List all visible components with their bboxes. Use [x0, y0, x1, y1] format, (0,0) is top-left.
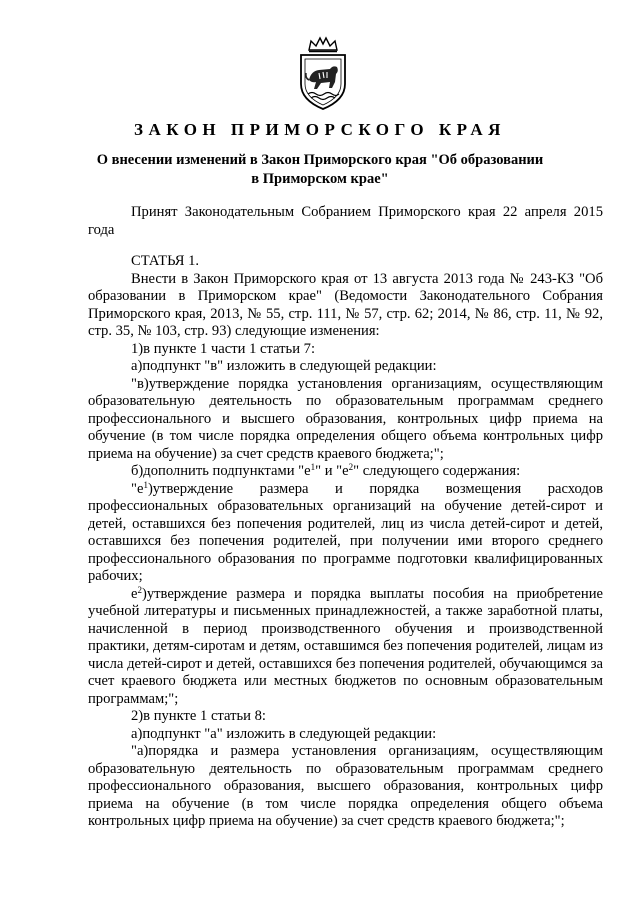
law-title: ЗАКОН ПРИМОРСКОГО КРАЯ	[134, 120, 506, 139]
item-2a-text: "а)порядка и размера установления организациям, осуществляющим образовательную деятельность по образовательным программам среднего профессионального образования, высшего образования, контрольных цифр приема на обучение (в том числе порядка определения общего объема контрольных цифр приема на обучение) за счет средств краевого бюджета;";	[88, 743, 603, 829]
law-body	[88, 204, 603, 831]
coat-of-arms-emblem	[297, 36, 349, 112]
item-2a: а)подпункт "а" изложить в следующей редакции:	[131, 725, 437, 742]
subitem-e1: "$е^1)утверждение$ размера и порядка возмещения расходов профессиональных образовательных организаций на обучение детей-сирот и детей, оставшихся без попечения родителей, лиц из числа детей-сирот и детей, оставшихся без попечения родителей, при получении ими второго среднего профессионального образования по программе подготовки квалифицированных рабочих;	[88, 479, 603, 584]
item-1a: а)подпункт "в" изложить в следующей редакции:	[131, 358, 437, 374]
law-subtitle: О внесении изменений в Закон Приморского края "Об образовании в Приморском крае"	[96, 152, 544, 187]
item-1b: б)дополнить подпунктами "$е^1$" и "$е^2$" следующего содержания:	[131, 462, 521, 479]
adoption-note: Принят Законодательным Собранием Приморского края 22 апреля 2015 года	[88, 204, 603, 238]
item-2: 2)в пункте 1 статьи 8:	[131, 708, 266, 724]
subitem-e2: $е^2)утверждение$ размера и порядка выплаты пособия на приобретение учебной литературы и письменных принадлежностей, а также заработной платы, начисленной в период производственного обучения и производственной практики, детям-сиротам и детям, оставшимся без попечения родителей, лицам из числа детей-сирот и детей, оставшихся без попечения родителей, обучающимся за счет краевого бюджета или местных бюджетов по основным образовательным программам;";	[88, 584, 603, 707]
article-intro: Внести в Закон Приморского края от 13 августа 2013 года № 243-КЗ "Об образовании в Приморском крае" (Ведомости Законодательного Собрания Приморского края, 2013, № 55, стр. 111, № 57, стр. 62; 2014, № 86, стр. 11, № 92, стр. 35, № 103, стр. 93) следующие изменения:	[88, 270, 603, 339]
item-1: 1)в пункте 1 части 1 статьи 7:	[131, 340, 316, 357]
article-heading: СТАТЬЯ 1.	[131, 253, 200, 269]
item-1a-text: "в)утверждение порядка установления организациям, осуществляющим образовательную деятельность по образовательным программам среднего профессионального и высшего образования, контрольных цифр приема на обучение (в том числе порядка определения общего объема контрольных цифр приема на обучение) за счет средств краевого бюджета;";	[88, 375, 603, 462]
